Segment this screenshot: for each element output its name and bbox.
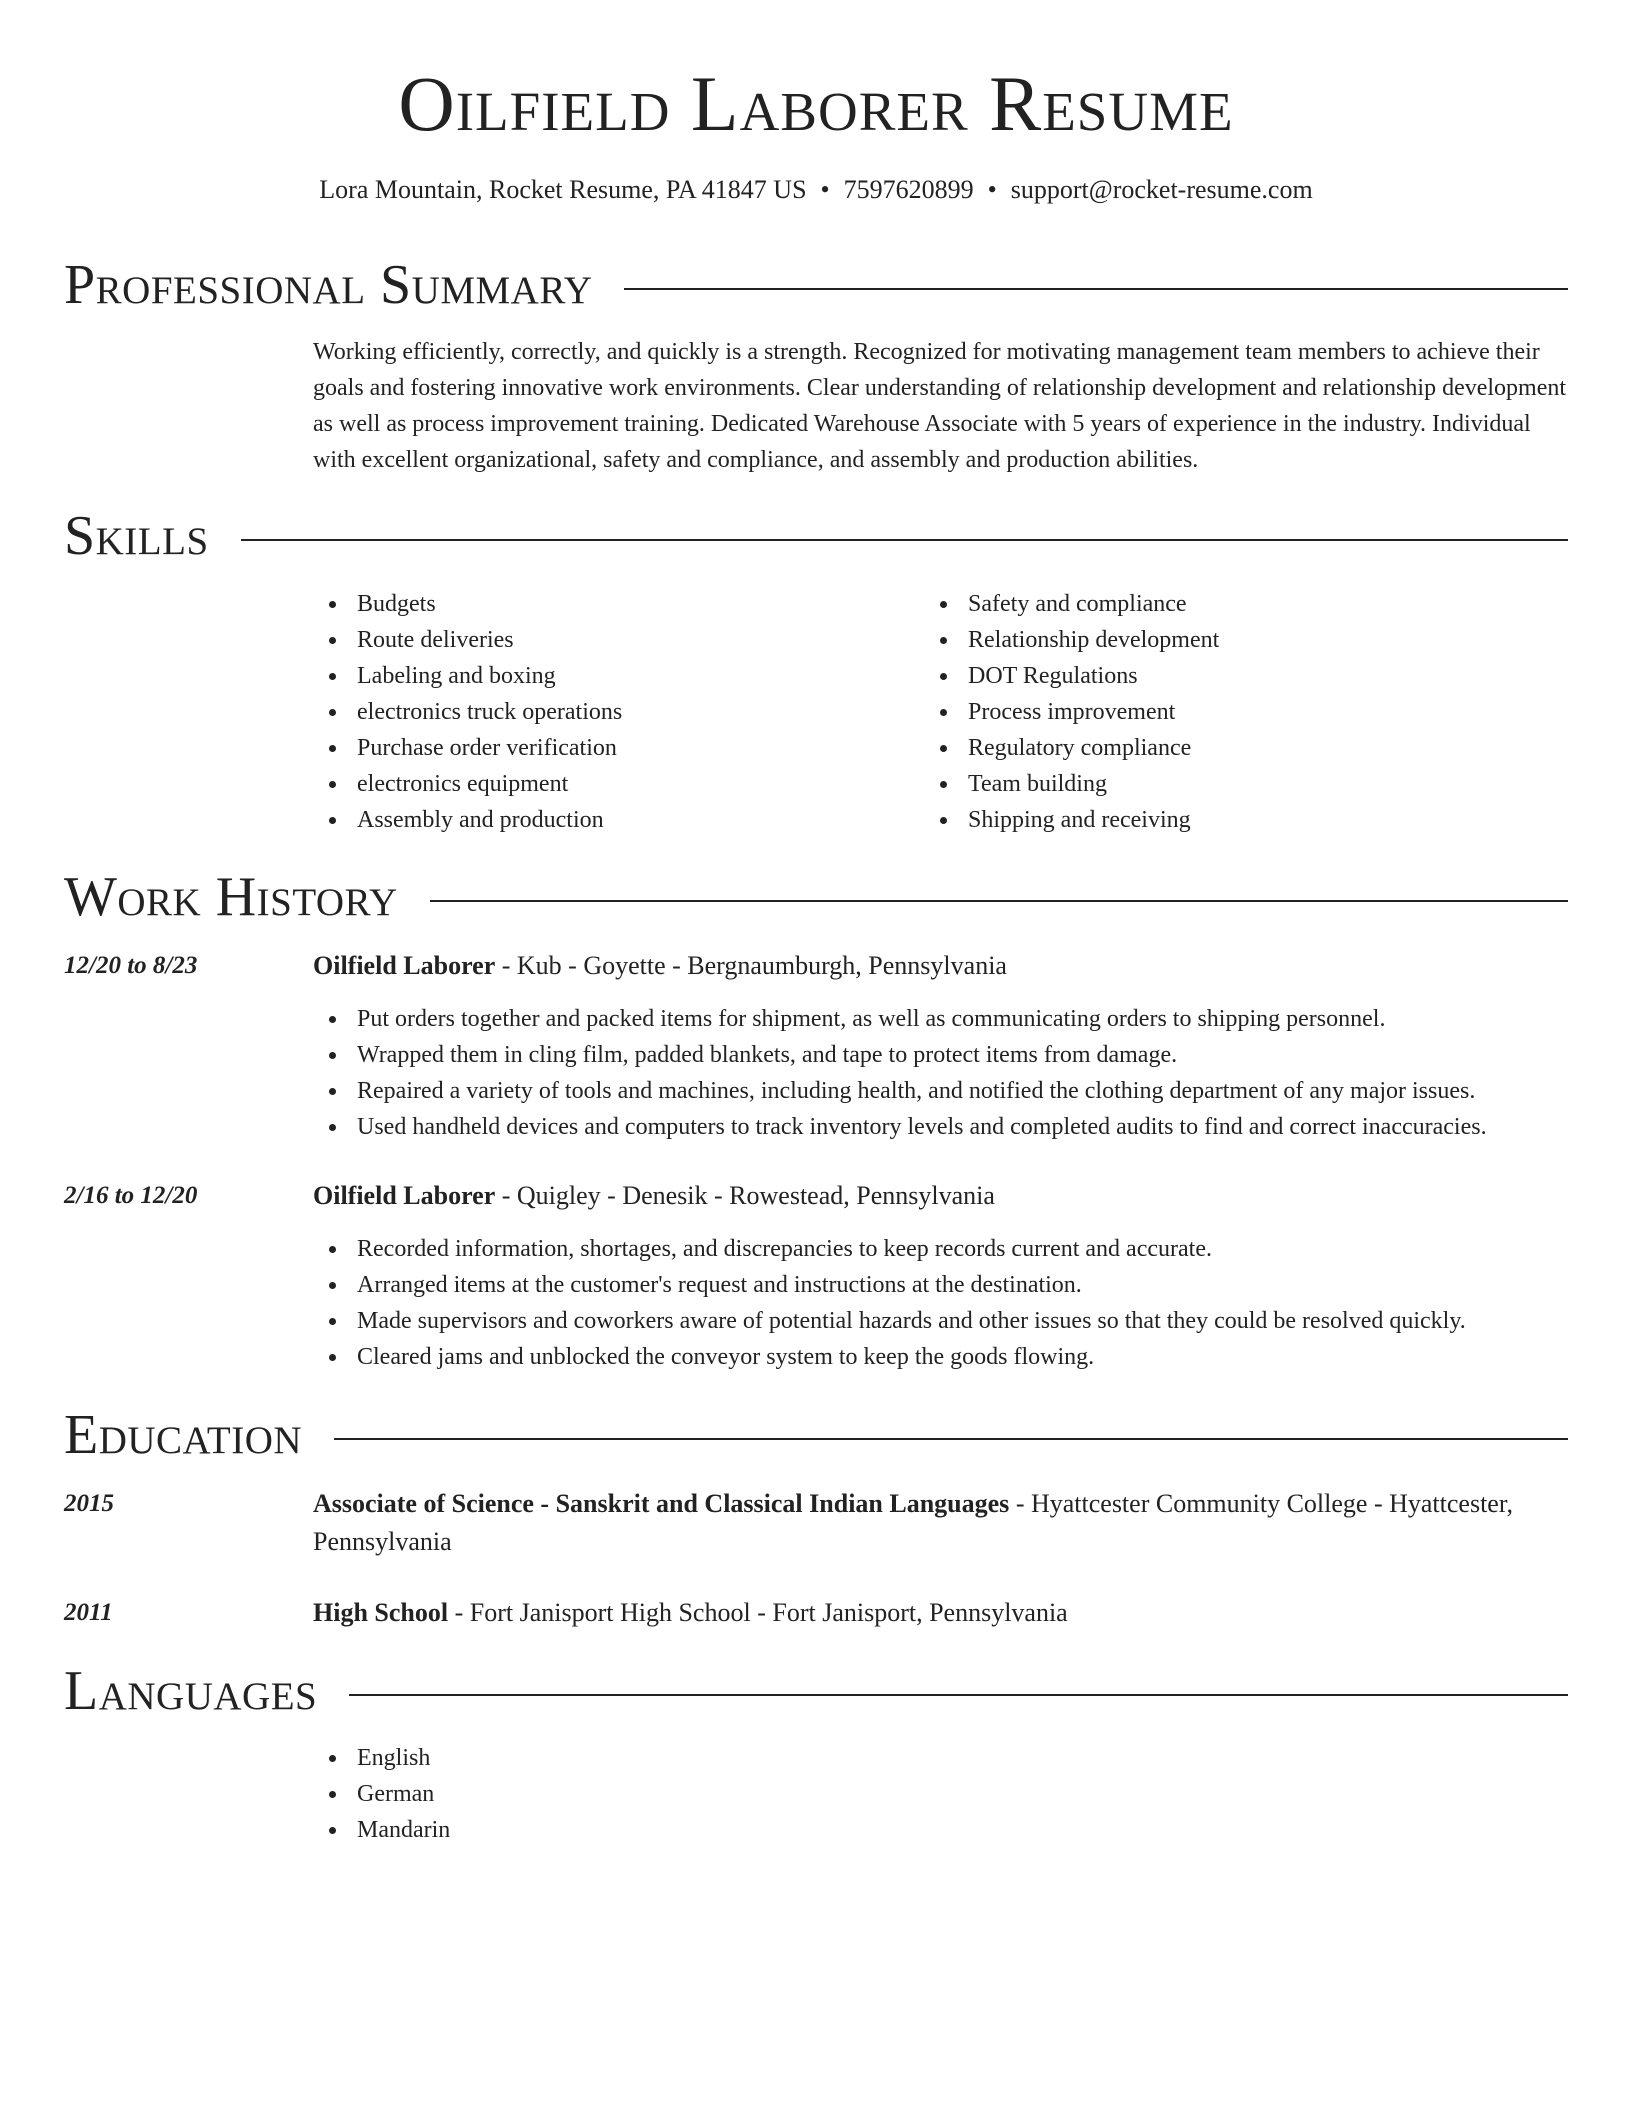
skill-item: Safety and compliance bbox=[924, 586, 1564, 622]
skill-item: DOT Regulations bbox=[924, 658, 1564, 694]
skill-item: Route deliveries bbox=[313, 622, 913, 658]
job-bullet: Used handheld devices and computers to track inventory levels and completed audits to find and correct inaccuracies. bbox=[313, 1109, 1568, 1145]
skills-list-right bbox=[924, 586, 1564, 838]
education-year: 2015 bbox=[64, 1490, 114, 1517]
job-title-line bbox=[313, 947, 1568, 985]
skill-item: Labeling and boxing bbox=[313, 658, 913, 694]
job-dates: 12/20 to 8/23 bbox=[64, 952, 198, 979]
skill-item: Assembly and production bbox=[313, 802, 913, 838]
job-bullet: Arranged items at the customer's request and instructions at the destination. bbox=[313, 1267, 1568, 1303]
summary-heading: Professional Summary bbox=[64, 254, 593, 316]
skill-item: electronics truck operations bbox=[313, 694, 913, 730]
skills-list-left bbox=[313, 586, 913, 838]
job-dates: 2/16 to 12/20 bbox=[64, 1182, 198, 1209]
contact-separator: • bbox=[987, 175, 997, 204]
contact-email: support@rocket-resume.com bbox=[1010, 175, 1313, 204]
language-item: English bbox=[313, 1740, 913, 1776]
job-bullets bbox=[313, 1231, 1568, 1375]
education-school: - Hyattcester Community College - Hyattcester, Pennsylvania bbox=[313, 1489, 1513, 1556]
skill-item: Team building bbox=[924, 766, 1564, 802]
education-section-header bbox=[64, 1400, 1568, 1470]
job-bullet: Cleared jams and unblocked the conveyor system to keep the goods flowing. bbox=[313, 1339, 1568, 1375]
job-bullet: Made supervisors and coworkers aware of potential hazards and other issues so that they could be resolved quickly. bbox=[313, 1303, 1568, 1339]
section-divider bbox=[624, 288, 1568, 290]
work-section-header bbox=[64, 862, 1568, 932]
contact-separator: • bbox=[820, 175, 830, 204]
job-bullet: Wrapped them in cling film, padded blankets, and tape to protect items from damage. bbox=[313, 1037, 1568, 1073]
contact-line bbox=[0, 172, 1632, 208]
language-item: Mandarin bbox=[313, 1812, 913, 1848]
job-bullet: Put orders together and packed items for shipment, as well as communicating orders to shipping personnel. bbox=[313, 1001, 1568, 1037]
education-heading: Education bbox=[64, 1404, 303, 1466]
skills-section-header bbox=[64, 501, 1568, 571]
languages-section-header bbox=[64, 1656, 1568, 1726]
skill-item: Shipping and receiving bbox=[924, 802, 1564, 838]
education-school: - Fort Janisport High School - Fort Janisport, Pennsylvania bbox=[448, 1598, 1068, 1627]
summary-section-header bbox=[64, 250, 1568, 320]
job-bullet: Recorded information, shortages, and discrepancies to keep records current and accurate. bbox=[313, 1231, 1568, 1267]
education-degree: Associate of Science - Sanskrit and Classical Indian Languages bbox=[313, 1489, 1010, 1518]
education-entry bbox=[313, 1485, 1568, 1561]
skill-item: Regulatory compliance bbox=[924, 730, 1564, 766]
section-divider bbox=[334, 1438, 1568, 1440]
skill-item: Purchase order verification bbox=[313, 730, 913, 766]
skill-item: Budgets bbox=[313, 586, 913, 622]
section-divider bbox=[241, 539, 1568, 541]
language-item: German bbox=[313, 1776, 913, 1812]
skill-item: Relationship development bbox=[924, 622, 1564, 658]
job-company: - Kub - Goyette - Bergnaumburgh, Pennsylvania bbox=[495, 951, 1007, 980]
job-company: - Quigley - Denesik - Rowestead, Pennsylvania bbox=[495, 1181, 995, 1210]
education-degree: High School bbox=[313, 1598, 449, 1627]
skills-heading: Skills bbox=[64, 505, 209, 567]
job-bullets bbox=[313, 1001, 1568, 1145]
job-role: Oilfield Laborer bbox=[313, 951, 496, 980]
languages-list bbox=[313, 1740, 913, 1848]
section-divider bbox=[349, 1694, 1568, 1696]
skill-item: Process improvement bbox=[924, 694, 1564, 730]
summary-text: Working efficiently, correctly, and quickly is a strength. Recognized for motivating management team members to achieve their goals and fostering innovative work environments. Clear understanding of relationship development and relationship development as well as process improvement training. Dedicated Warehouse Associate with 5 years of experience in the industry. Individual with excellent organizational, safety and compliance, and assembly and production abilities. bbox=[313, 339, 1567, 473]
work-heading: Work History bbox=[64, 866, 398, 928]
skill-item: electronics equipment bbox=[313, 766, 913, 802]
job-title-line bbox=[313, 1177, 1568, 1215]
contact-phone: 7597620899 bbox=[843, 175, 974, 204]
education-year: 2011 bbox=[64, 1599, 113, 1626]
job-role: Oilfield Laborer bbox=[313, 1181, 496, 1210]
contact-address: Lora Mountain, Rocket Resume, PA 41847 US bbox=[319, 175, 807, 204]
education-entry bbox=[313, 1594, 1568, 1632]
resume-title: Oilfield Laborer Resume bbox=[398, 60, 1234, 147]
section-divider bbox=[430, 900, 1568, 902]
languages-heading: Languages bbox=[64, 1660, 318, 1722]
job-bullet: Repaired a variety of tools and machines, including health, and notified the clothing department of any major issues. bbox=[313, 1073, 1568, 1109]
